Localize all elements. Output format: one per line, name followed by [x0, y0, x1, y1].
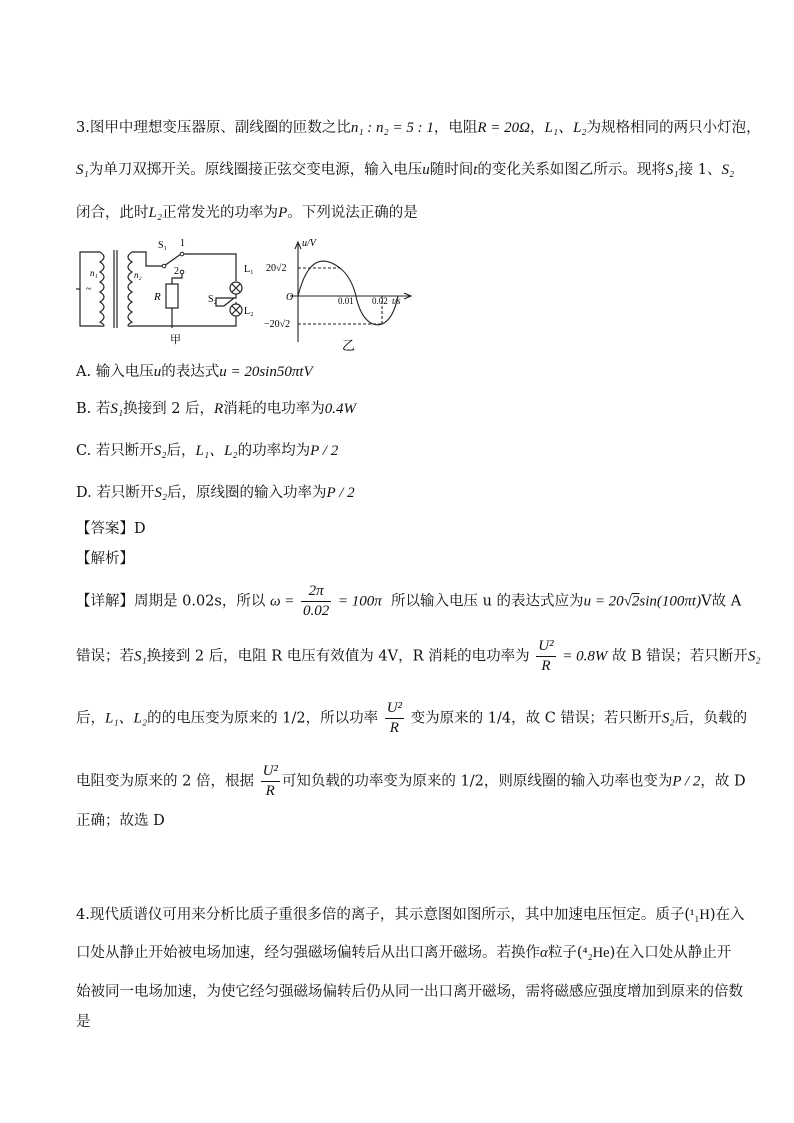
circuit-svg	[76, 236, 266, 348]
sqrt-expr: √2	[623, 593, 640, 610]
label-s2: S₂	[208, 294, 218, 305]
omega-fraction	[301, 583, 331, 620]
caption-yi: 乙	[342, 338, 356, 352]
sqrt-radicand: 2	[631, 593, 640, 610]
power-value: = 0.8W	[562, 648, 608, 665]
expr-u: u = 20	[583, 593, 624, 610]
voltage-graph-svg	[264, 236, 424, 352]
switch-s1: S₁	[665, 162, 679, 178]
option-a-expr: u = 20sin50πtV	[219, 364, 313, 380]
detail-text: 故 B 错误；若只断开	[611, 648, 748, 665]
q4-text: 口处从静止开始被电场加速，经匀强磁场偏转后从出口离开磁场。若换作	[76, 945, 540, 961]
q3-text: 为单刀双掷开关。原线圈接正弦交变电源，输入电压	[88, 162, 423, 178]
q4-line-2	[76, 943, 731, 963]
q3-text: 接 1、	[678, 162, 722, 178]
q3-text: 闭合，此时	[76, 205, 149, 221]
q4-text: 4.现代质谱仪可用来分析比质子重很多倍的离子，其示意图如图所示，其中加速电压恒定。质子(	[76, 907, 690, 923]
analysis-label	[76, 549, 134, 569]
q3-line-1	[76, 118, 761, 138]
q3-text: ，	[530, 120, 545, 136]
analysis-heading: 【解析】	[76, 551, 134, 567]
option-text: A. 输入电压	[76, 364, 154, 380]
fraction-numerator: U²	[261, 763, 280, 782]
answer-value: D	[134, 521, 146, 537]
detail-text: 周期是 0.02s，所以	[134, 593, 266, 610]
detail-line-1	[76, 583, 741, 620]
fraction-denominator: R	[265, 783, 275, 799]
tick-bottom: −20√2	[264, 319, 291, 330]
fraction-denominator: R	[541, 658, 551, 674]
detail-line-2	[76, 638, 761, 675]
lamps-symbol: L₁、L₂	[195, 443, 238, 459]
detail-text: 错误；若	[76, 648, 134, 665]
detail-line-5	[76, 811, 165, 831]
label-l2: L₂	[244, 306, 254, 317]
option-text: D. 若只断开	[76, 485, 155, 501]
option-text: 的功率均为	[237, 443, 311, 459]
answer-line	[76, 519, 146, 539]
t-axis-label: t/s	[392, 296, 401, 306]
q3-text: 的变化关系如图乙所示。现将	[477, 162, 666, 178]
q3-text: 为规格相同的两只小灯泡，	[586, 120, 761, 136]
fraction-denominator: R	[389, 720, 399, 736]
switch-s2: S₂	[721, 162, 735, 178]
q3-line-3	[76, 203, 418, 223]
q4-text: 是	[76, 1014, 91, 1030]
detail-text: V故 A	[701, 593, 742, 610]
q3-stem-start: 3.图甲中理想变压器原、副线圈的匝数之比	[76, 120, 351, 136]
helium-isotope: ⁴₂He	[582, 945, 610, 961]
q3-text: ，电阻	[433, 120, 478, 136]
label-contact-2: 2	[174, 266, 179, 277]
resistance-value: R = 20Ω	[477, 120, 531, 136]
option-text: C. 若只断开	[76, 443, 154, 459]
turns-ratio: n₁ : n₂ = 5 : 1	[350, 120, 434, 136]
alpha-symbol: α	[540, 945, 548, 961]
detail-text: 可知负载的功率变为原来的 1/2，则原线圈的输入功率也变为	[281, 773, 673, 790]
switch-s1: S₁	[110, 401, 124, 417]
detail-text: ，故 D	[700, 773, 746, 790]
label-s1: S₁	[158, 240, 168, 251]
option-text: 后，原线圈的输入功率为	[167, 485, 327, 501]
var-u: u	[153, 364, 162, 380]
label-r: R	[154, 291, 161, 303]
switch-s1: S₁	[134, 648, 147, 665]
var-u: u	[422, 162, 430, 178]
switch-s2: S₂	[747, 648, 761, 665]
label-l1: L₁	[244, 264, 254, 275]
power-fraction	[385, 700, 404, 737]
power-fraction	[536, 638, 555, 675]
detail-text: 电阻变为原来的 2 倍，根据	[76, 773, 254, 790]
fraction-numerator: U²	[536, 638, 555, 657]
answer-label: 【答案】	[76, 521, 134, 537]
q4-line-4	[76, 1012, 91, 1032]
option-c-value: P / 2	[310, 443, 339, 459]
omega-symbol: ω =	[269, 593, 295, 610]
switch-s2: S₂	[153, 443, 167, 459]
origin-label: O	[286, 292, 294, 303]
detail-text: 换接到 2 后，电阻 R 电压有效值为 4V，R 消耗的电功率为	[146, 648, 530, 665]
switch-s2: S₂	[154, 485, 168, 501]
q4-line-1	[76, 905, 745, 925]
tick-top: 20√2	[266, 263, 287, 274]
label-n1: n₁	[90, 268, 98, 278]
option-b	[76, 399, 356, 419]
detail-text: 后，负载的	[674, 710, 748, 727]
lamps-symbol: L₁、L₂	[105, 710, 148, 727]
fraction-denominator: 0.02	[303, 603, 330, 619]
detail-text: 的的电压变为原来的 1/2，所以功率	[147, 710, 379, 727]
detail-line-3	[76, 700, 747, 737]
option-b-value: 0.4W	[324, 401, 356, 417]
q4-text: 粒子(	[547, 945, 583, 961]
option-text: 换接到 2 后，	[123, 401, 215, 417]
var-t: t	[473, 162, 478, 178]
q4-line-3	[76, 982, 743, 1002]
tick-001: 0.01	[338, 296, 354, 306]
label-contact-1: 1	[180, 238, 185, 249]
u-axis-label: u/V	[302, 238, 316, 249]
switch-s1: S₁	[76, 162, 89, 178]
option-text: 后，	[166, 443, 196, 459]
option-text: B. 若	[76, 401, 111, 417]
detail-text: 正确；故选 D	[76, 813, 165, 829]
fraction-numerator: U²	[385, 700, 404, 719]
detail-text: 所以输入电压 u 的表达式应为	[391, 593, 584, 610]
voltage-graph	[264, 236, 424, 352]
caption-jia: 甲	[170, 334, 181, 346]
fraction-numerator: 2π	[301, 583, 331, 602]
q4-text: )在入	[709, 907, 745, 923]
q3-text: 随时间	[429, 162, 474, 178]
label-n2: n₂	[134, 270, 142, 280]
option-d-value: P / 2	[326, 485, 355, 501]
q4-text: 始被同一电场加速，为使它经匀强磁场偏转后仍从同一出口离开磁场，需将磁感应强度增加到原来的倍数	[76, 984, 743, 1000]
lamp-l2: L₂	[148, 205, 163, 221]
option-c	[76, 441, 338, 461]
detail-line-4	[76, 763, 746, 800]
q4-text: )在入口处从静止开	[609, 945, 732, 961]
q3-text: 正常发光的功率为	[162, 205, 279, 221]
power-p: P	[278, 205, 288, 221]
circuit-diagram	[76, 236, 266, 348]
power-half: P / 2	[672, 773, 701, 790]
expr-sin: sin(100πt)	[639, 593, 702, 610]
proton-isotope: ¹₁H	[690, 907, 710, 923]
resistor-r: R	[214, 401, 224, 417]
power-fraction	[261, 763, 280, 800]
tick-002: 0.02	[372, 296, 388, 306]
detail-text: 后，	[76, 710, 105, 727]
detail-text: 变为原来的 1/4，故 C 错误；若只断开	[410, 710, 662, 727]
q3-text: 。下列说法正确的是	[287, 205, 418, 221]
detail-label: 【详解】	[76, 593, 134, 610]
q3-line-2	[76, 160, 734, 180]
switch-s2: S₂	[661, 710, 675, 727]
option-a	[76, 362, 313, 382]
option-text: 消耗的电功率为	[223, 401, 325, 417]
label-source: ~	[86, 284, 92, 295]
omega-value: = 100π	[337, 593, 382, 610]
option-d	[76, 483, 355, 503]
option-text: 的表达式	[161, 364, 220, 380]
lamps-symbol: L₁、L₂	[544, 120, 587, 136]
